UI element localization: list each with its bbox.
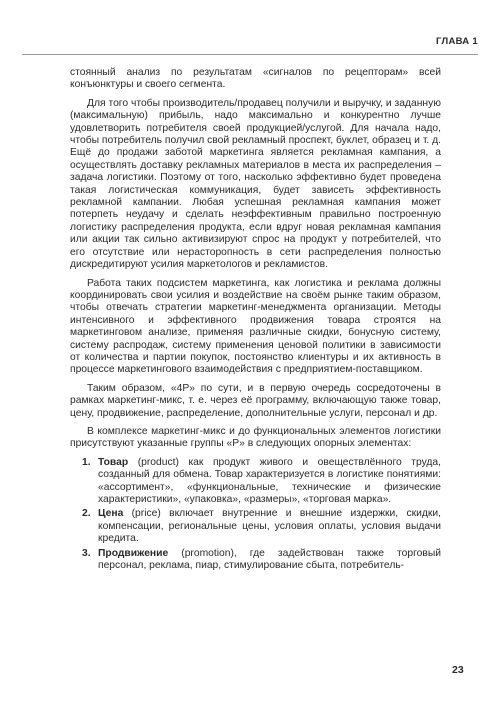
- paragraph: Таким образом, «4P» по сути, и в первую очередь сосредоточены в рамках маркетинг-микс, т. е. через её программу, включающую также товар, цену, продвижение, распределение, дополнительные услуги, персонал и др.: [70, 382, 441, 419]
- paragraph: В комплексе маркетинг-микс и до функциональных элементов логистики присутствуют указанные группы «P» в следующих опорных элементах:: [70, 425, 441, 450]
- list-item: [70, 508, 441, 545]
- chapter-title: ГЛАВА 1: [436, 36, 478, 47]
- list-item-term: Товар: [98, 456, 129, 468]
- list-item-number: 1.: [82, 456, 91, 468]
- paragraph: Для того чтобы производитель/продавец получили и выручку, и заданную (максимальную) прибыль, надо максимально и конкурентно лучше удовлетворить потребителя своей продукцией/услугой. Для начала надо, чтобы потребитель получил свой рекламный проспект, буклет, образец и т. д. Ещё до продажи заботой маркетинга является рекламная кампания, а осуществлять доставку рекламных материалов в места их распределения – задача логистики. Поэтому от того, насколько эффективно будет проведена такая логистическая коммуникация, будет зависеть эффективность рекламной кампании. Любая успешная рекламная кампания может потерпеть неудачу и сделать неэффективным правильно построенную логистику распределения продукта, если вдруг новая рекламная кампания или акции так сильно активизируют спрос на продукт у потребителей, что его отсутствие или нерасторопность в сети распределения полностью дискредитируют усилия маркетологов и рекламистов.: [70, 97, 441, 271]
- paragraph-continuation: стоянный анализ по результатам «сигналов по рецепторам» всей конъюнктуры и своего сегмента.: [70, 67, 441, 91]
- list-item-number: 2.: [82, 508, 91, 520]
- list-item-term: Цена: [98, 508, 124, 520]
- list-item-text: (price) включает внутренние и внешние издержки, скидки, компенсации, региональные цены, условия оплаты, условия выдачи кредита.: [98, 508, 441, 545]
- elements-list: [70, 457, 441, 573]
- list-item-number: 3.: [82, 547, 91, 559]
- page-number: 23: [452, 664, 464, 676]
- list-item: [70, 457, 441, 507]
- list-item-text: (product) как продукт живого и овеществлённого труда, созданный для обмена. Товар характеризуется в логистике понятиями: «ассортимент», «функциональные, технические и физические характеристики», «упаковка», «размеры», «торговая марка».: [98, 456, 441, 505]
- page-body: [70, 67, 441, 574]
- list-item: [70, 548, 441, 573]
- paragraph: Работа таких подсистем маркетинга, как логистика и реклама должны координировать свои усилия и воздействие на своём рынке таким образом, чтобы отвечать стратегии маркетинг-менеджмента организации. Методы интенсивного и эффективного продвижения товара строятся на маркетинговом анализе, применяя различные скидки, бонусную систему, систему распродаж, систему применения ценовой политики в зависимости от количества и партии покупок, постоянство клиентуры и их активность в процессе маркетингового взаимодействия с предприятием-поставщиком.: [70, 277, 441, 376]
- list-item-text: (promotion), где задействован также торговый персонал, реклама, пиар, стимулирование сбыта, потребитель-: [98, 547, 441, 572]
- running-header: [22, 34, 478, 55]
- list-item-term: Продвижение: [98, 547, 169, 559]
